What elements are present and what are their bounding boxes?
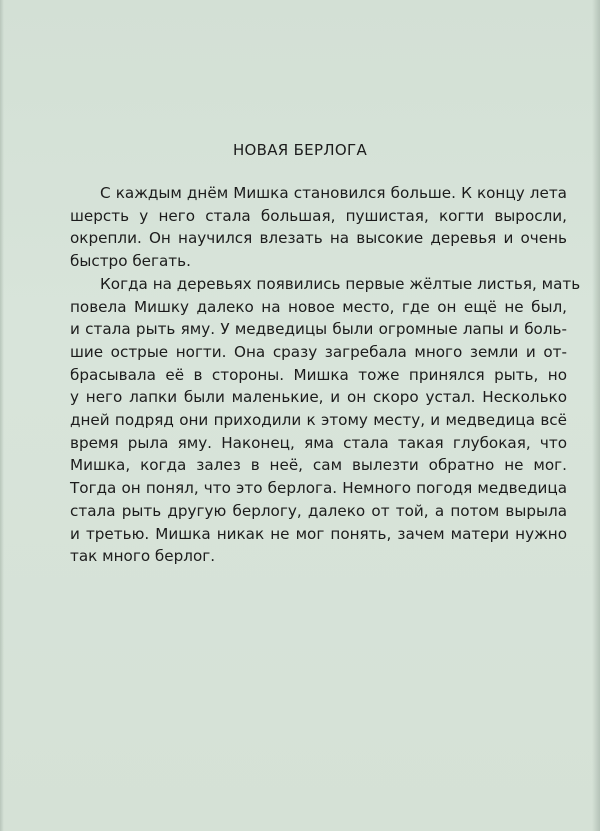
text-line: быстро бегать. [70, 252, 191, 271]
text-line: Тогда он понял, что это берлога. Немного погодя медведица [70, 479, 567, 498]
text-line: С каждым днём Мишка становился больше. К концу лета [100, 184, 567, 202]
text-line: и стала рыть яму. У медведицы были огромные лапы и боль- [70, 320, 567, 339]
text-line: брасывала её в стороны. Мишка тоже принялся рыть, но [70, 365, 567, 384]
story-text [70, 182, 581, 568]
text-line: Когда на деревьях появились первые жёлтые листья, мать [100, 274, 581, 293]
page-title: НОВАЯ БЕРЛОГА [232, 141, 368, 159]
text-line: дней подряд они приходили к этому месту, и медведица всё [70, 411, 567, 430]
text-line: время рыла яму. Наконец, яма стала такая глубокая, что [70, 433, 567, 452]
text-line: окрепли. Он научился влезать на высокие деревья и очень [70, 229, 567, 248]
text-line: у него лапки были маленькие, и он скоро устал. Несколько [70, 388, 567, 407]
text-line: шерсть у него стала большая, пушистая, когти выросли, [70, 206, 567, 225]
paragraph-1 [70, 182, 567, 273]
text-line: и третью. Мишка никак не мог понять, зачем матери нужно [70, 524, 567, 543]
text-line: стала рыть другую берлогу, далеко от той, а потом вырыла [70, 501, 567, 520]
text-line: так много берлог. [70, 547, 216, 566]
paragraph-2 [70, 273, 581, 568]
text-line: Мишка, когда залез в неё, сам вылезти обратно не мог. [70, 456, 567, 475]
text-line: повела Мишку далеко на новое место, где он ещё не был, [70, 297, 567, 316]
text-line: шие острые ногти. Она сразу загребала много земли и от- [70, 342, 567, 361]
